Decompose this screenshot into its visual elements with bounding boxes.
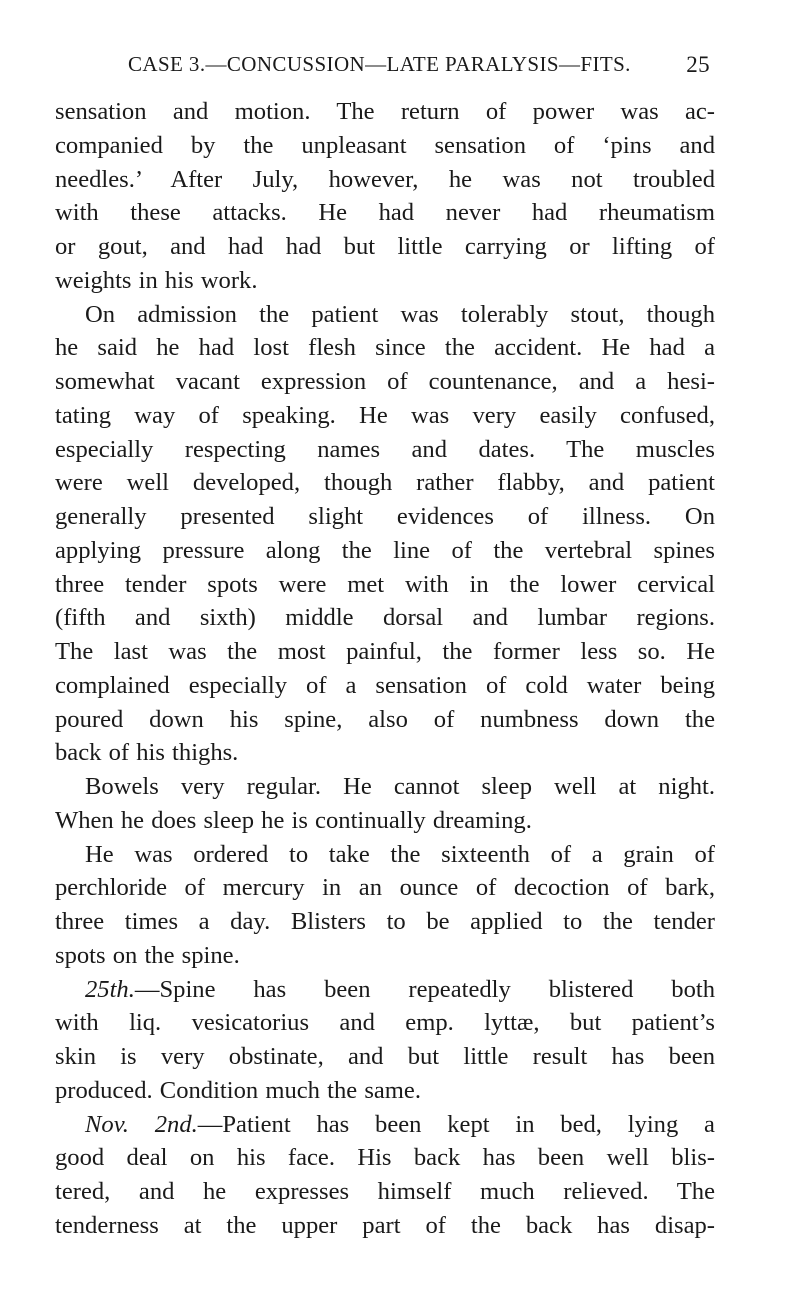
- line-text: He was ordered to take the sixteenth of a grain of: [85, 840, 715, 868]
- line-text: spots on the spine.: [55, 941, 240, 969]
- line-text: tating way of speaking. He was very easily confused,: [55, 401, 715, 429]
- line-text: three tender spots were met with in the lower cervical: [55, 570, 715, 598]
- entry-date: Nov. 2nd.: [85, 1110, 198, 1138]
- text-line: [55, 703, 715, 737]
- text-line: [55, 95, 715, 129]
- text-line: [55, 1074, 715, 1108]
- body-text: [55, 95, 715, 1243]
- line-text: tered, and he expresses himself much relieved. The: [55, 1178, 715, 1205]
- line-text: perchloride of mercury in an ounce of decoction of bark,: [55, 874, 715, 902]
- line-text: On admission the patient was tolerably stout, though: [85, 300, 715, 328]
- line-text: sensation and motion. The return of power was ac-: [55, 98, 715, 125]
- line-text: good deal on his face. His back has been well blis-: [55, 1144, 715, 1172]
- text-line: [55, 804, 715, 838]
- line-text: The last was the most painful, the former less so. He: [55, 638, 715, 665]
- text-line: [55, 163, 715, 197]
- line-text: especially respecting names and dates. The muscles: [55, 435, 715, 463]
- line-text: tenderness at the upper part of the back has disap-: [55, 1211, 715, 1239]
- line-text: three times a day. Blisters to be applied to the tender: [55, 908, 715, 935]
- text-line: [55, 871, 715, 905]
- line-text: skin is very obstinate, and but little result has been: [55, 1043, 715, 1070]
- text-line: [55, 770, 715, 804]
- line-text: complained especially of a sensation of cold water being: [55, 671, 715, 699]
- text-line: [55, 1209, 715, 1243]
- line-text: weights in his work.: [55, 266, 258, 294]
- line-text: applying pressure along the line of the vertebral spines: [55, 536, 715, 564]
- running-head: [128, 52, 710, 92]
- text-line: [55, 230, 715, 264]
- text-line: [55, 399, 715, 433]
- line-text: —Spine has been repeatedly blistered both: [134, 975, 715, 1003]
- text-line: [55, 534, 715, 568]
- text-line: [55, 196, 715, 230]
- text-line: [55, 601, 715, 635]
- line-text: or gout, and had had but little carrying or lifting of: [55, 233, 715, 260]
- text-line: [55, 838, 715, 872]
- line-text: Bowels very regular. He cannot sleep well at night.: [85, 773, 715, 800]
- line-text: he said he had lost flesh since the accident. He had a: [55, 334, 715, 362]
- line-text: poured down his spine, also of numbness down the: [55, 705, 715, 733]
- line-text: back of his thighs.: [55, 739, 239, 767]
- text-line: [55, 129, 715, 163]
- running-title: CASE 3.—CONCUSSION—LATE PARALYSIS—FITS.: [128, 52, 631, 76]
- line-text: —Patient has been kept in bed, lying a: [197, 1110, 715, 1138]
- line-text: produced. Condition much the same.: [55, 1076, 422, 1104]
- line-text: somewhat vacant expression of countenance, and a hesi-: [55, 368, 715, 395]
- line-text: (fifth and sixth) middle dorsal and lumbar regions.: [55, 604, 715, 632]
- text-line: [55, 466, 715, 500]
- text-line: [55, 264, 715, 298]
- page-number: 25: [686, 52, 710, 77]
- text-line: [55, 1141, 715, 1175]
- line-text: generally presented slight evidences of illness. On: [55, 503, 715, 530]
- entry-date: 25th.: [85, 975, 135, 1003]
- text-line: [55, 1006, 715, 1040]
- line-text: When he does sleep he is continually dreaming.: [55, 806, 532, 834]
- text-line: [55, 1108, 715, 1142]
- line-text: with these attacks. He had never had rheumatism: [55, 199, 715, 227]
- text-line: [55, 500, 715, 534]
- line-text: companied by the unpleasant sensation of ‘pins and: [55, 131, 715, 159]
- text-line: [55, 1175, 715, 1209]
- text-line: [55, 568, 715, 602]
- text-line: [55, 331, 715, 365]
- text-line: [55, 939, 715, 973]
- text-line: [55, 736, 715, 770]
- text-line: [55, 298, 715, 332]
- text-line: [55, 1040, 715, 1074]
- text-line: [55, 433, 715, 467]
- line-text: were well developed, though rather flabby, and patient: [55, 469, 715, 497]
- line-text: needles.’ After July, however, he was not troubled: [55, 165, 715, 193]
- text-line: [55, 365, 715, 399]
- text-line: [55, 973, 715, 1007]
- text-line: [55, 669, 715, 703]
- text-line: [55, 905, 715, 939]
- text-line: [55, 635, 715, 669]
- line-text: with liq. vesicatorius and emp. lyttæ, but patient’s: [55, 1009, 715, 1037]
